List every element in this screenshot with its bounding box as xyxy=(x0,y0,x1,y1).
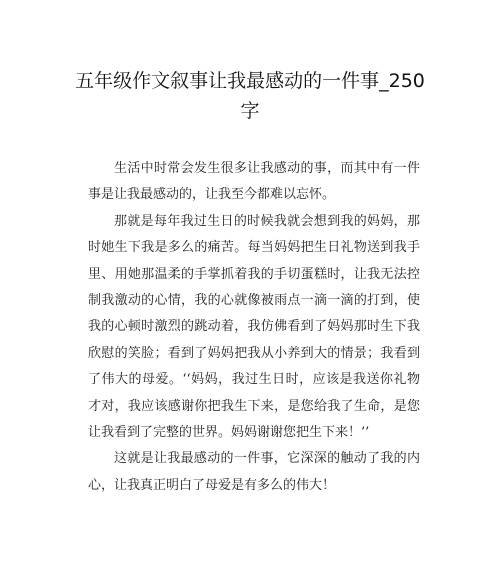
paragraph: 那就是每年我过生日的时候我就会想到我的妈妈，那时她生下我是多么的痛苦。每当妈妈把生日礼物送到我手里、用她那温柔的手掌抓着我的手切蛋糕时，让我无法控制我激动的心情，我的心就像被雨点一滴一滴的打到，使我的心顿时激烈的跳动着，我仿佛看到了妈妈那时生下我欣慰的笑脸；看到了妈妈把我从小养到大的情景；我看到了伟大的母爱。‘‘妈妈，我过生日时，应该是我送你礼物才对，我应该感谢你把我生下来，是您给我了生命，是您让我看到了完整的世界。妈妈谢谢您把生下来！’’ xyxy=(88,213,420,441)
paragraph: 生活中时常会发生很多让我感动的事，而其中有一件事是让我最感动的，让我至今都难以忘怀。 xyxy=(88,161,420,203)
document-title: 五年级作文叙事让我最感动的一件事_250 字 xyxy=(75,70,425,122)
paragraph: 这就是让我最感动的一件事，它深深的触动了我的内心，让我真正明白了母爱是有多么的伟大！ xyxy=(88,451,420,493)
document-body xyxy=(88,156,420,499)
